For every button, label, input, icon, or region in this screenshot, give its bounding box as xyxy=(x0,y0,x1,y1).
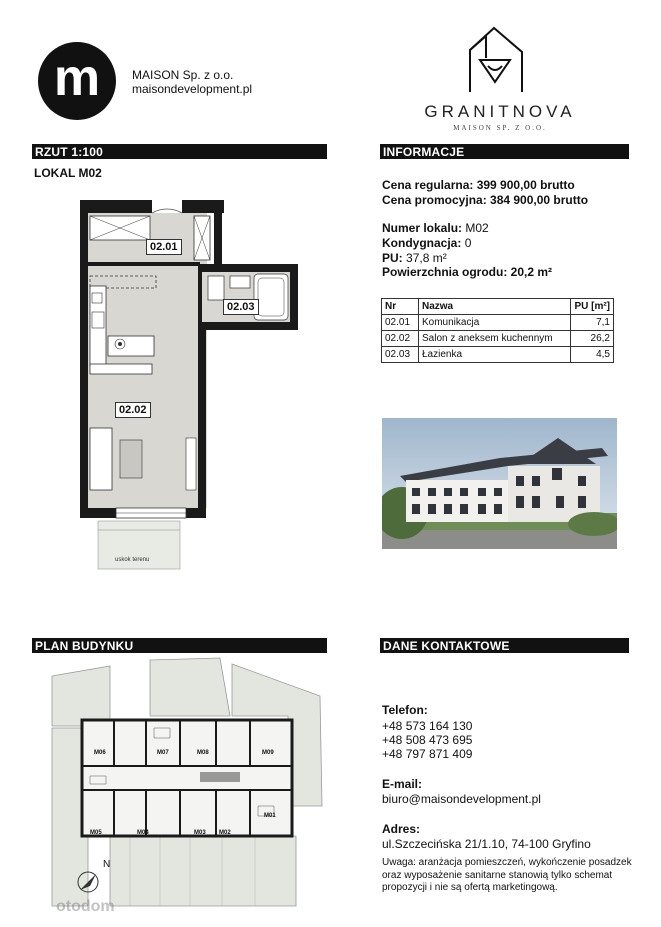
phone-2[interactable]: +48 508 473 695 xyxy=(382,733,473,747)
price-regular: Cena regularna: 399 900,00 brutto xyxy=(382,178,575,192)
building-unit-m02: M02 xyxy=(219,830,231,836)
email-link[interactable]: biuro@maisondevelopment.pl xyxy=(382,792,541,806)
table-row xyxy=(382,331,614,347)
table-cell: 02.01 xyxy=(382,315,419,331)
building-unit-m04: M04 xyxy=(137,830,149,836)
company-name: MAISON Sp. z o.o. xyxy=(132,68,234,82)
building-header-bar xyxy=(32,638,327,653)
unit-label: LOKAL M02 xyxy=(34,166,102,180)
unit-number-row xyxy=(382,221,489,235)
phone-1[interactable]: +48 573 164 130 xyxy=(382,719,473,733)
address-text: ul.Szczecińska 21/1.10, 74-100 Gryfino xyxy=(382,837,591,851)
building-unit-m01: M01 xyxy=(264,813,276,819)
address-label: Adres: xyxy=(382,822,421,836)
building-site-plan xyxy=(50,656,330,914)
north-label: N xyxy=(103,859,111,870)
room-tag-0202: 02.02 xyxy=(115,402,151,418)
floor-value: 0 xyxy=(464,236,472,250)
building-unit-m07: M07 xyxy=(157,750,169,756)
area-label: PU: xyxy=(382,251,403,265)
table-cell: 7,1 xyxy=(571,315,614,331)
otodom-watermark: otodom xyxy=(56,898,115,915)
phone-label: Telefon: xyxy=(382,703,428,717)
unit-number-value: M02 xyxy=(465,221,489,235)
price-promo: Cena promocyjna: 384 900,00 brutto xyxy=(382,193,589,207)
contact-header: DANE KONTAKTOWE xyxy=(383,639,510,653)
company-website: maisondevelopment.pl xyxy=(132,82,253,96)
table-row xyxy=(382,315,614,331)
building-header: PLAN BUDYNKU xyxy=(35,639,134,653)
table-cell: 26,2 xyxy=(571,331,614,347)
area-value: 37,8 m² xyxy=(406,251,447,265)
table-cell: 02.02 xyxy=(382,331,419,347)
area-row xyxy=(382,251,447,265)
contact-header-bar xyxy=(380,638,629,653)
project-name: GRANITNOVA xyxy=(424,102,576,121)
table-header-name: Nazwa xyxy=(419,299,571,315)
plan-header-bar xyxy=(32,144,327,159)
building-unit-m03: M03 xyxy=(194,830,206,836)
building-unit-m06: M06 xyxy=(94,750,106,756)
table-cell: 4,5 xyxy=(571,347,614,363)
unit-number-label: Numer lokalu: xyxy=(382,221,463,235)
table-cell: Komunikacja xyxy=(419,315,571,331)
unit-floor-plan xyxy=(78,196,302,571)
maison-logo-letter: m xyxy=(53,49,101,107)
garden-area: Powierzchnia ogrodu: 20,2 m² xyxy=(382,265,553,279)
table-row xyxy=(382,347,614,363)
table-cell: Salon z aneksem kuchennym xyxy=(419,331,571,347)
maison-logo xyxy=(38,42,116,120)
table-cell: 02.03 xyxy=(382,347,419,363)
info-header-bar xyxy=(380,144,629,159)
project-subtitle: MAISON SP. Z O.O. xyxy=(453,124,547,132)
table-header-nr: Nr xyxy=(382,299,419,315)
email-label: E-mail: xyxy=(382,777,423,791)
rooms-table xyxy=(381,298,614,363)
building-render-image xyxy=(382,418,617,549)
plan-scale: RZUT 1:100 xyxy=(35,145,104,159)
disclaimer-note: Uwaga: aranżacja pomieszczeń, wykończenie posadzek oraz wyposażenie sanitarne stanowią tylko schemat propozycji i nie są ofertą marketingową. xyxy=(382,857,632,893)
building-unit-m05: M05 xyxy=(90,830,102,836)
phone-3[interactable]: +48 797 871 409 xyxy=(382,747,473,761)
floor-row xyxy=(382,236,471,250)
info-header: INFORMACJE xyxy=(383,145,465,159)
building-unit-m09: M09 xyxy=(262,750,274,756)
table-header-area: PU [m²] xyxy=(571,299,614,315)
building-unit-m08: M08 xyxy=(197,750,209,756)
room-tag-0201: 02.01 xyxy=(146,239,182,255)
terrain-note: uskok terenu xyxy=(115,557,150,563)
table-header-row xyxy=(382,299,614,315)
floor-label: Kondygnacja: xyxy=(382,236,462,250)
table-cell: Łazienka xyxy=(419,347,571,363)
room-tag-0203: 02.03 xyxy=(223,299,259,315)
granitnova-logo-icon xyxy=(464,24,530,94)
